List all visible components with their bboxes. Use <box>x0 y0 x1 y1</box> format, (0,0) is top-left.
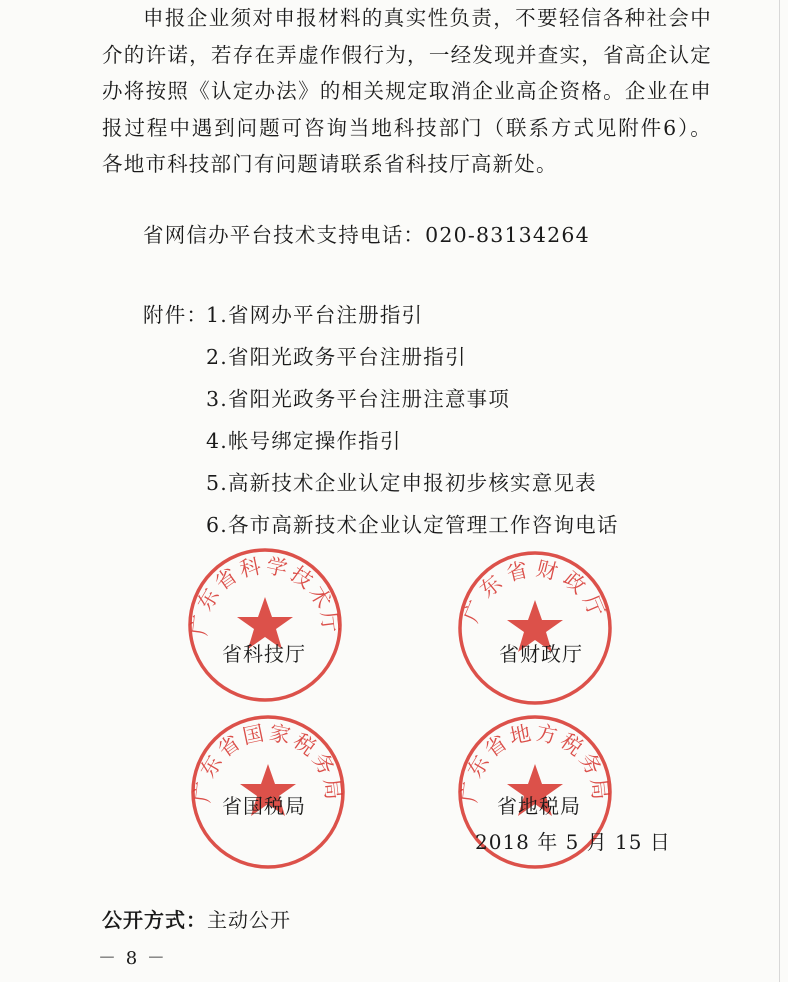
attachment-item-6: 6.各市高新技术企业认定管理工作咨询电话 <box>206 513 619 537</box>
seal-ring-text: 广东省科学技术厅 <box>187 553 343 637</box>
attachment-item-4: 4.帐号绑定操作指引 <box>206 429 402 453</box>
attachment-item-3: 3.省阳光政务平台注册注意事项 <box>206 387 511 411</box>
attachment-item-5: 5.高新技术企业认定申报初步核实意见表 <box>206 471 597 495</box>
seal-ring-text: 广东省财政厅 <box>458 556 612 626</box>
page-number: － 8 － <box>98 948 167 969</box>
seal-label-4: 省地税局 <box>497 794 581 818</box>
issue-date: 2018 年 5 月 15 日 <box>475 830 671 854</box>
seal-ring-text: 广东省地方税务局 <box>457 720 613 804</box>
seal-ring-text: 广东省国家税务局 <box>190 720 346 804</box>
attachment-item-1: 1.省网办平台注册指引 <box>206 303 424 327</box>
attachment-item-2: 2.省阳光政务平台注册指引 <box>206 345 467 369</box>
support-phone: 省网信办平台技术支持电话：020-83134264 <box>143 223 590 247</box>
seal-stamp-1 <box>185 545 345 705</box>
seal-label-3: 省国税局 <box>222 794 306 818</box>
disclosure-value: 主动公开 <box>207 908 291 932</box>
disclosure-label: 公开方式： <box>102 908 207 932</box>
scan-edge-line <box>779 0 780 982</box>
seal-label-1: 省科技厅 <box>222 642 306 666</box>
disclosure-line <box>102 904 291 933</box>
seal-label-2: 省财政厅 <box>499 642 583 666</box>
attachments-label: 附件： <box>143 303 209 327</box>
seal-stamp-2 <box>455 548 615 708</box>
body-paragraph: 申报企业须对申报材料的真实性负责，不要轻信各种社会中介的许诺，若存在弄虚作假行为，一经发现并查实，省高企认定办将按照《认定办法》的相关规定取消企业高企资格。企业在申报过程中遇到问题可咨询当地科技部门（联系方式见附件6）。各地市科技部门有问题请联系省科技厅高新处。 <box>102 6 712 176</box>
